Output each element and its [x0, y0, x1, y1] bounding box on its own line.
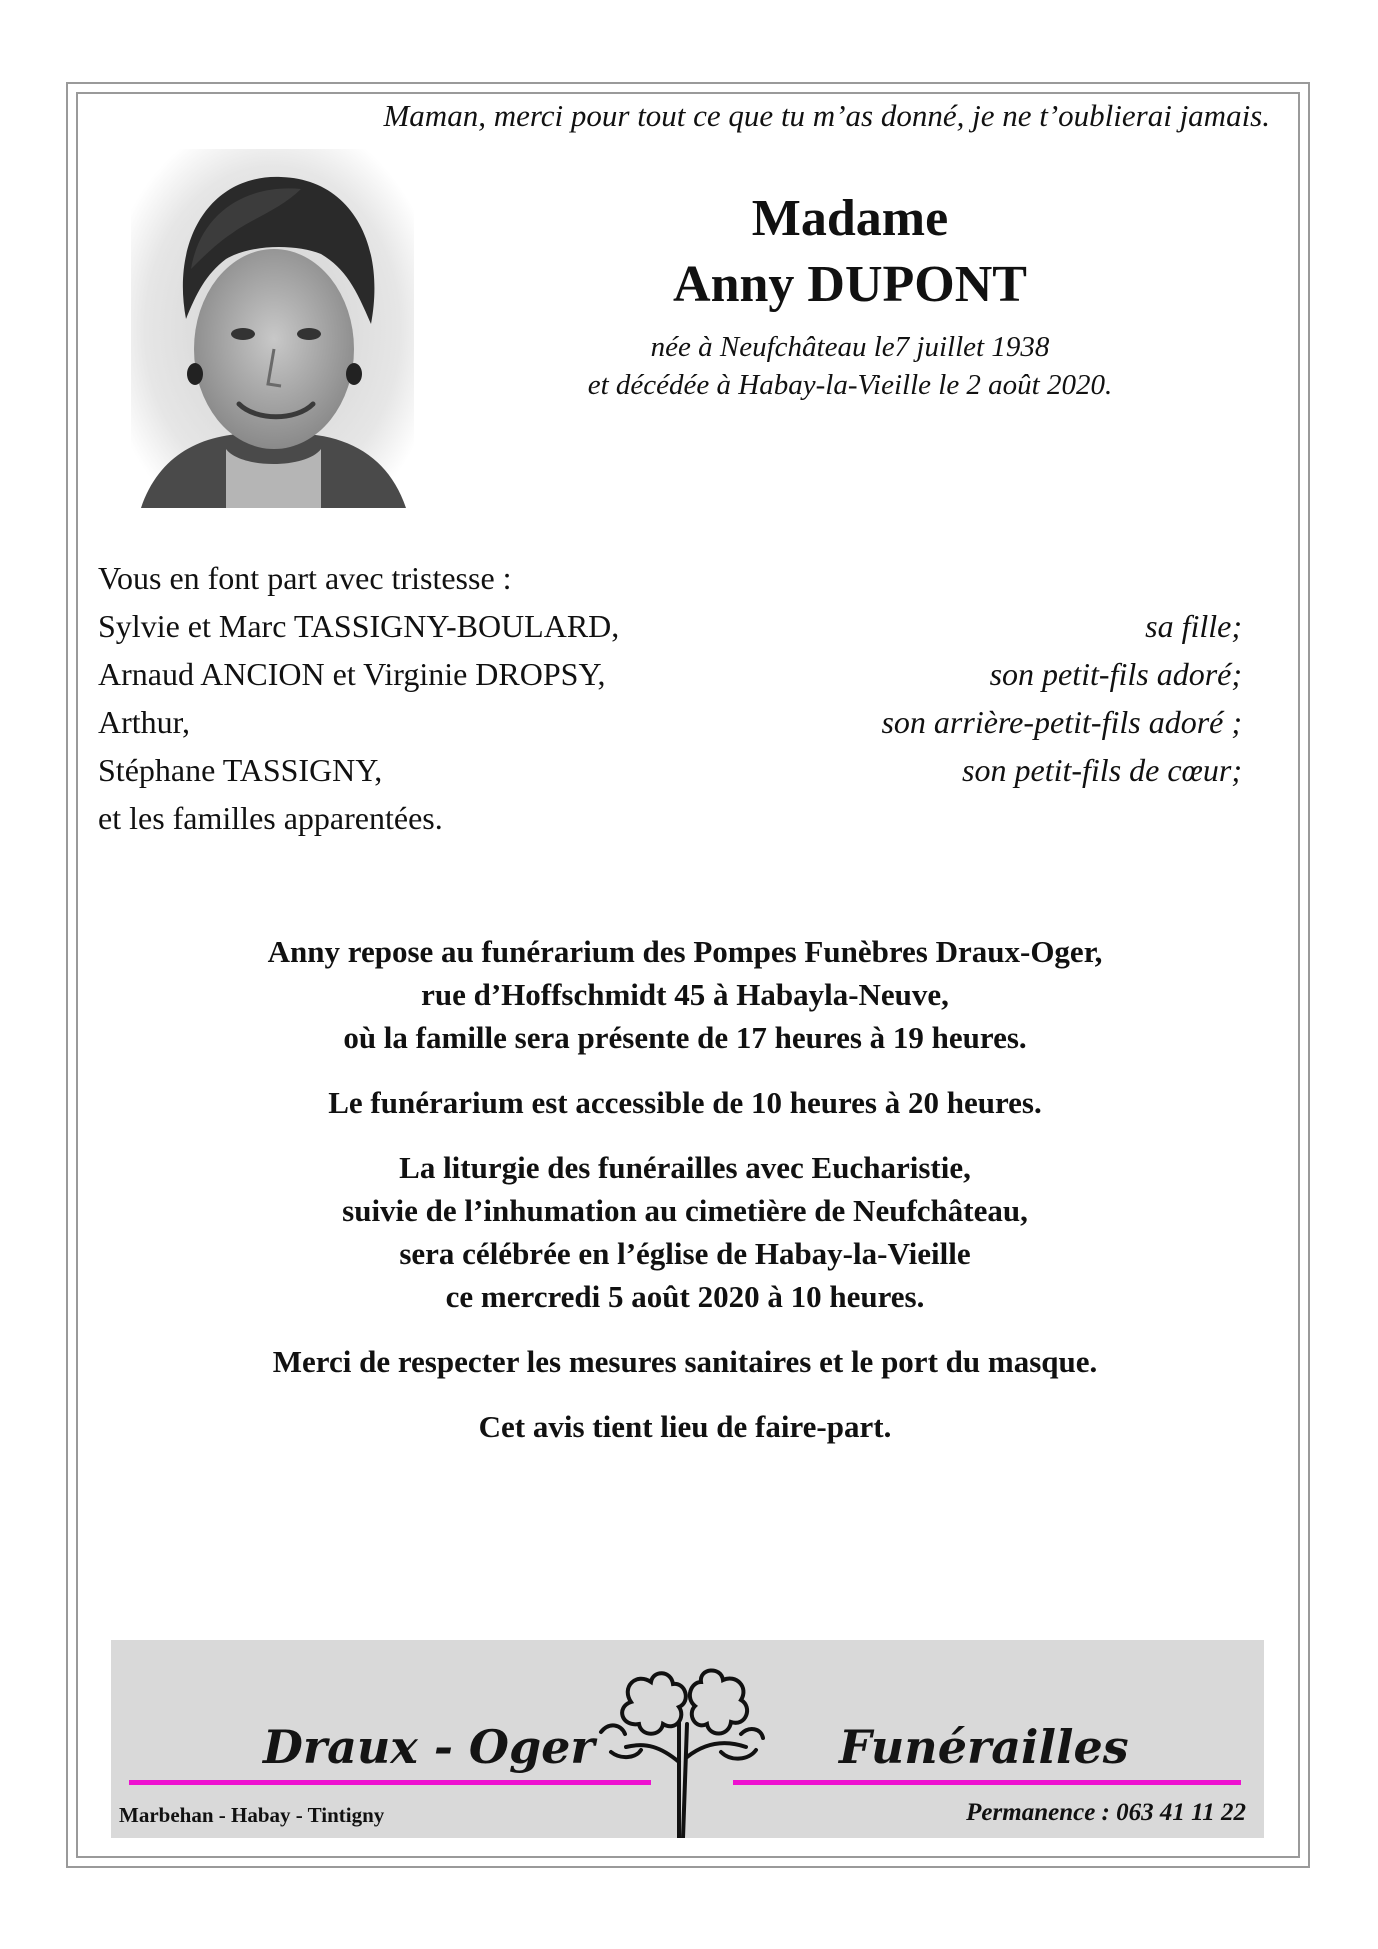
epigraph: Maman, merci pour tout ce que tu m’as donné, je ne t’oublierai jamais. — [383, 98, 1270, 133]
deceased-block — [500, 186, 1200, 404]
family-list — [98, 554, 1242, 842]
family-outro: et les familles apparentées. — [98, 800, 443, 836]
family-intro-row — [98, 554, 1242, 602]
info-line: Anny repose au funérarium des Pompes Funèbres Draux-Oger, — [267, 934, 1103, 969]
family-member-relation: son petit-fils de cœur; — [962, 752, 1242, 788]
info-line: Le funérarium est accessible de 10 heures à 20 heures. — [328, 1085, 1042, 1120]
family-member-relation: son petit-fils adoré; — [989, 656, 1242, 692]
info-line: sera célébrée en l’église de Habay-la-Vieille — [399, 1236, 971, 1271]
family-member-name: Sylvie et Marc TASSIGNY-BOULARD, — [98, 608, 620, 644]
info-line: où la famille sera présente de 17 heures à 19 heures. — [343, 1020, 1027, 1055]
tree-icon — [591, 1652, 771, 1838]
family-intro: Vous en font part avec tristesse : — [98, 560, 512, 596]
info-line: Cet avis tient lieu de faire-part. — [478, 1409, 892, 1444]
family-row — [98, 746, 1242, 794]
birth-line: née à Neufchâteau le7 juillet 1938 — [650, 331, 1050, 363]
family-member-name: Arthur, — [98, 704, 191, 740]
family-member-name: Arnaud ANCION et Virginie DROPSY, — [98, 656, 606, 692]
funeral-home-footer — [111, 1640, 1264, 1838]
brand-right: Funérailles — [839, 1720, 1129, 1774]
family-row — [98, 650, 1242, 698]
family-member-relation: sa fille; — [1145, 608, 1242, 644]
funeral-info — [90, 930, 1280, 1448]
info-line: La liturgie des funérailles avec Eucharistie, — [399, 1150, 971, 1185]
pink-divider-right — [733, 1780, 1241, 1785]
death-line: et décédée à Habay-la-Vieille le 2 août 2020. — [587, 369, 1113, 401]
family-outro-row — [98, 794, 1242, 842]
family-member-name: Stéphane TASSIGNY, — [98, 752, 383, 788]
pink-divider-left — [129, 1780, 651, 1785]
portrait-photo — [131, 149, 414, 508]
towns-line: Marbehan - Habay - Tintigny — [119, 1803, 385, 1827]
info-line: suivie de l’inhumation au cimetière de Neufchâteau, — [342, 1193, 1028, 1228]
deceased-name: Anny DUPONT — [673, 256, 1027, 313]
info-line: ce mercredi 5 août 2020 à 10 heures. — [445, 1279, 925, 1314]
phone-line: Permanence : 063 41 11 22 — [966, 1799, 1246, 1826]
family-row — [98, 698, 1242, 746]
brand-left: Draux - Oger — [263, 1720, 595, 1774]
info-line: Merci de respecter les mesures sanitaires et le port du masque. — [272, 1344, 1098, 1379]
info-line: rue d’Hoffschmidt 45 à Habayla-Neuve, — [421, 977, 949, 1012]
family-row — [98, 602, 1242, 650]
deceased-title: Madame — [751, 190, 949, 247]
family-member-relation: son arrière-petit-fils adoré ; — [881, 704, 1242, 740]
